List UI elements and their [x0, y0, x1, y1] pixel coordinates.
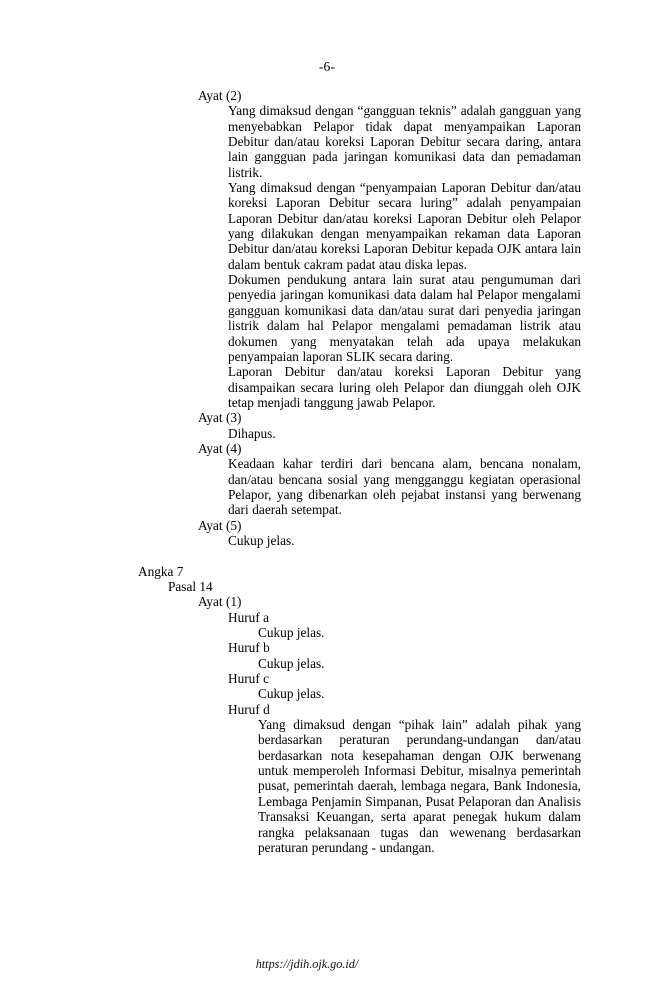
huruf-b-label: Huruf b: [228, 640, 270, 656]
ayat-3-text: Dihapus.: [228, 425, 276, 441]
ayat-2-paragraph-2: Yang dimaksud dengan “penyampaian Laporan Debitur dan/atau koreksi Laporan Debitur secara luring” adalah penyampaian Laporan Debitur dan/atau koreksi Laporan Debitur oleh Pelapor yang dilakukan dengan menyampaikan rekaman data Laporan Debitur dan/atau koreksi Laporan Debitur kepada OJK antara lain dalam bentuk cakram padat atau diska lepas.: [228, 180, 581, 272]
huruf-d-text: Yang dimaksud dengan “pihak lain” adalah pihak yang berdasarkan peraturan perundang-undangan dan/atau berdasarkan nota kesepahaman dengan OJK berwenang untuk memperoleh Informasi Debitur, misalnya pemerintah pusat, pemerintah daerah, lembaga negara, Bank Indonesia, Lembaga Penjamin Simpanan, Pusat Pelaporan dan Analisis Transaksi Keuangan, serta aparat penegak hukum dalam rangka pelaksanaan tugas dan wewenang berdasarkan peraturan perundang - undangan.: [258, 717, 581, 855]
ayat-4-label: Ayat (4): [198, 440, 242, 456]
huruf-d-label: Huruf d: [228, 701, 270, 717]
footer-source-url[interactable]: https://jdih.ojk.go.id/: [255, 957, 359, 971]
document-body: [0, 88, 654, 855]
ayat-5-label: Ayat (5): [198, 517, 242, 533]
huruf-c-label: Huruf c: [228, 671, 269, 687]
pasal-14-label: Pasal 14: [168, 579, 213, 594]
ayat-2-paragraph-3: Dokumen pendukung antara lain surat atau pengumuman dari penyedia jaringan komunikasi data dalam hal Pelapor mengalami gangguan komunikasi data dan/atau surat dari penyedia jaringan listrik dalam hal Pelapor mengalami pemadaman listrik atau dokumen yang menyatakan telah ada upaya melakukan penyampaian laporan SLIK secara daring.: [228, 272, 581, 364]
ayat-3-label: Ayat (3): [198, 410, 242, 426]
section-spacer: [0, 548, 654, 563]
huruf-a-text: Cukup jelas.: [258, 625, 325, 641]
pasal-14-ayat-1-label: Ayat (1): [198, 594, 242, 610]
ayat-5-text: Cukup jelas.: [228, 532, 295, 548]
ayat-2-label: Ayat (2): [198, 88, 242, 103]
ayat-2-paragraph-1: Yang dimaksud dengan “gangguan teknis” adalah gangguan yang menyebabkan Pelapor tidak dapat menyampaikan Laporan Debitur dan/atau koreksi Laporan Debitur secara daring, antara lain gangguan pada jaringan komunikasi data dan pemadaman listrik.: [228, 103, 581, 180]
ayat-4-text: Keadaan kahar terdiri dari bencana alam, bencana nonalam, dan/atau bencana sosial yang mengganggu kegiatan operasional Pelapor, yang dibenarkan oleh pejabat instansi yang berwenang dari daerah setempat.: [228, 456, 581, 518]
angka-7-label: Angka 7: [138, 563, 184, 579]
huruf-c-text: Cukup jelas.: [258, 686, 325, 702]
page-number: -6-: [318, 59, 336, 74]
ayat-2-paragraph-4: Laporan Debitur dan/atau koreksi Laporan Debitur yang disampaikan secara luring oleh Pelapor dan diunggah oleh OJK tetap menjadi tanggung jawab Pelapor.: [228, 364, 581, 410]
huruf-a-label: Huruf a: [228, 609, 269, 625]
huruf-b-text: Cukup jelas.: [258, 655, 325, 671]
